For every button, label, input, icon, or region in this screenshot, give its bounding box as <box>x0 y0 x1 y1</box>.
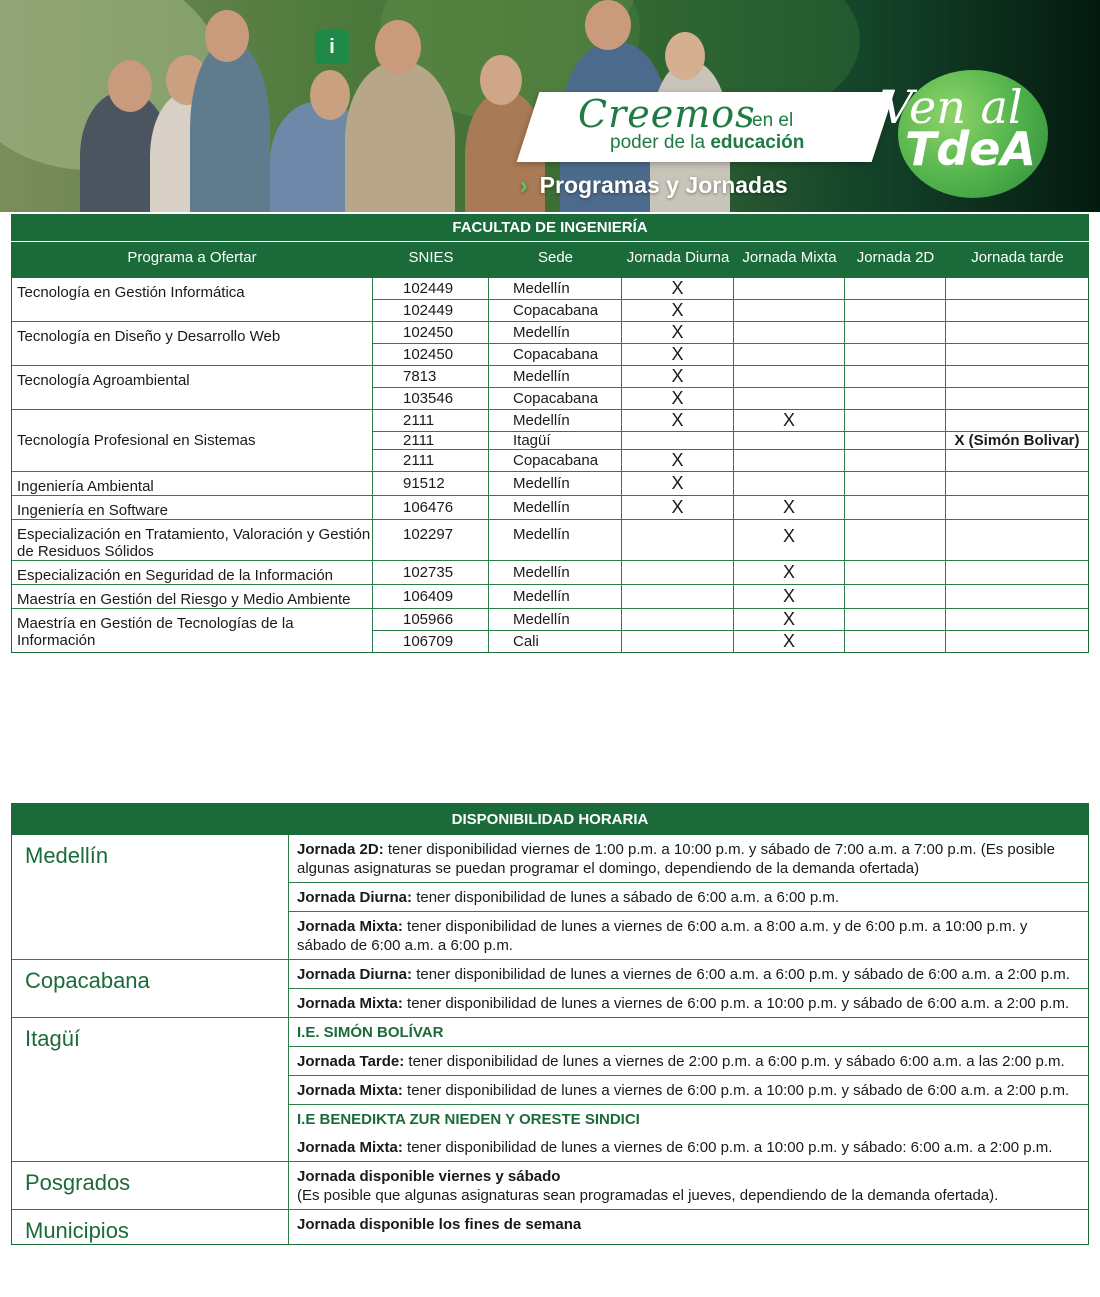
table-row <box>373 496 1088 519</box>
jornada-mixta-cell <box>734 344 845 365</box>
sede-cell: Medellín <box>489 472 622 495</box>
table-row <box>373 322 1088 344</box>
jornada-diurna-cell: X <box>622 410 734 431</box>
jornada-mixta-cell: X <box>734 631 845 652</box>
schedule-text: tener disponibilidad de lunes a viernes de 6:00 a.m. a 6:00 p.m. y sábado de 6:00 a.m. a 2:00 p.m. <box>412 966 1070 983</box>
sede-cell: Copacabana <box>489 300 622 321</box>
jornada-mixta-cell: X <box>734 609 845 630</box>
jornada-tarde-cell <box>946 631 1088 652</box>
person-head <box>375 20 421 74</box>
schedule-line <box>289 883 1088 912</box>
sede-cell: Medellín <box>489 278 622 299</box>
jornada-tarde-cell <box>946 585 1088 608</box>
chevron-right-icon: › <box>520 172 528 198</box>
person-figure <box>190 42 270 212</box>
jornada-mixta-cell <box>734 472 845 495</box>
jornada-tarde-cell <box>946 366 1088 387</box>
program-group <box>12 322 1088 366</box>
program-name: Especialización en Seguridad de la Información <box>12 561 373 584</box>
schedule-label: Jornada Diurna: <box>297 966 413 983</box>
snies-cell: 106409 <box>373 585 489 608</box>
jornada-2d-cell <box>845 388 946 409</box>
table-row <box>373 278 1088 300</box>
program-name: Ingeniería en Software <box>12 496 373 519</box>
table-row <box>373 472 1088 495</box>
slogan-line2 <box>610 132 804 154</box>
col-header-diurna: Jornada Diurna <box>626 249 730 266</box>
programs-table-title: FACULTAD DE INGENIERÍA <box>11 214 1089 242</box>
snies-cell: 2111 <box>373 410 489 431</box>
col-header-tarde: Jornada tarde <box>971 249 1064 266</box>
table-row <box>373 344 1088 365</box>
schedule-city: Municipios <box>12 1210 289 1244</box>
person-head <box>665 32 705 80</box>
sede-cell: Copacabana <box>489 344 622 365</box>
table-row <box>373 520 1088 560</box>
schedule-section <box>12 1210 1088 1244</box>
sede-cell: Cali <box>489 631 622 652</box>
jornada-2d-cell <box>845 366 946 387</box>
jornada-2d-cell <box>845 472 946 495</box>
jornada-2d-cell <box>845 300 946 321</box>
jornada-diurna-cell: X <box>622 322 734 343</box>
sede-cell: Medellín <box>489 410 622 431</box>
schedule-table-body <box>11 835 1089 1245</box>
jornada-diurna-cell <box>622 631 734 652</box>
schedule-table <box>11 803 1089 1245</box>
schedule-label: Jornada Mixta: <box>297 918 403 935</box>
jornada-diurna-cell <box>622 609 734 630</box>
jornada-mixta-cell <box>734 322 845 343</box>
slogan-line2-bold: educación <box>710 132 805 153</box>
jornada-diurna-cell: X <box>622 278 734 299</box>
snies-cell: 102450 <box>373 322 489 343</box>
jornada-tarde-cell: X (Simón Bolivar) <box>954 432 1080 449</box>
jornada-mixta-cell: X <box>734 585 845 608</box>
jornada-2d-cell <box>845 432 946 449</box>
jornada-2d-cell <box>845 322 946 343</box>
snies-cell: 2111 <box>373 432 489 449</box>
section-title <box>520 172 788 199</box>
jornada-mixta-cell <box>734 366 845 387</box>
schedule-line <box>289 912 1088 959</box>
jornada-diurna-cell: X <box>622 344 734 365</box>
jornada-mixta-cell: X <box>734 410 845 431</box>
program-group <box>12 609 1088 652</box>
jornada-2d-cell <box>845 585 946 608</box>
col-header-2d: Jornada 2D <box>856 249 935 266</box>
schedule-table-title: DISPONIBILIDAD HORARIA <box>11 803 1089 835</box>
table-row <box>373 300 1088 321</box>
jornada-2d-cell <box>845 450 946 471</box>
schedule-city: Copacabana <box>12 960 289 1017</box>
program-name: Especialización en Tratamiento, Valoración y Gestión de Residuos Sólidos <box>12 520 373 560</box>
sede-cell: Medellín <box>489 496 622 519</box>
programs-table <box>11 214 1089 653</box>
jornada-tarde-cell <box>946 344 1088 365</box>
schedule-subheading: I.E. SIMÓN BOLÍVAR <box>289 1018 1088 1047</box>
schedule-label: Jornada Tarde: <box>297 1053 405 1070</box>
jornada-mixta-cell <box>734 388 845 409</box>
jornada-tarde-cell <box>946 520 1088 560</box>
jornada-mixta-cell: X <box>734 520 845 560</box>
snies-cell: 102449 <box>373 278 489 299</box>
schedule-text: tener disponibilidad de lunes a viernes de 6:00 p.m. a 10:00 p.m. y sábado de 6:00 a.m. a 2:00 p.m. <box>402 995 1070 1012</box>
snies-cell: 102297 <box>373 520 489 560</box>
schedule-label: Jornada Mixta: <box>297 995 403 1012</box>
schedule-line <box>289 1047 1088 1076</box>
programs-table-header <box>11 242 1089 278</box>
program-group <box>12 278 1088 322</box>
program-group <box>12 496 1088 520</box>
program-group <box>12 561 1088 585</box>
table-row <box>373 410 1088 432</box>
person-head <box>205 10 249 62</box>
schedule-section <box>12 835 1088 960</box>
program-group <box>12 410 1088 472</box>
snies-cell: 105966 <box>373 609 489 630</box>
jornada-mixta-cell <box>734 300 845 321</box>
schedule-text: tener disponibilidad viernes de 1:00 p.m. a 10:00 p.m. y sábado de 7:00 a.m. a 7:00 p.m. (Es posible algunas asignaturas se puedan programar el domingo, dependiendo de la demanda ofertada) <box>297 841 1055 877</box>
snies-cell: 106476 <box>373 496 489 519</box>
schedule-line <box>289 1133 1088 1161</box>
jornada-diurna-cell <box>622 520 734 560</box>
jornada-2d-cell <box>845 609 946 630</box>
jornada-tarde-cell <box>946 609 1088 630</box>
snies-cell: 106709 <box>373 631 489 652</box>
sede-cell: Itagüí <box>489 432 622 449</box>
program-name: Maestría en Gestión del Riesgo y Medio Ambiente <box>12 585 373 608</box>
schedule-line <box>289 1210 1088 1238</box>
jornada-mixta-cell <box>734 278 845 299</box>
schedule-city: Itagüí <box>12 1018 289 1161</box>
jornada-2d-cell <box>845 520 946 560</box>
sede-cell: Medellín <box>489 322 622 343</box>
jornada-2d-cell <box>845 278 946 299</box>
table-row <box>373 388 1088 409</box>
program-group <box>12 366 1088 410</box>
table-row <box>373 432 1088 450</box>
jornada-tarde-cell <box>946 322 1088 343</box>
section-title-text: Programas y Jornadas <box>539 172 788 198</box>
jornada-tarde-cell <box>946 388 1088 409</box>
program-name: Tecnología en Diseño y Desarrollo Web <box>12 322 373 365</box>
jornada-diurna-cell: X <box>622 300 734 321</box>
jornada-diurna-cell: X <box>622 366 734 387</box>
snies-cell: 102449 <box>373 300 489 321</box>
sede-cell: Medellín <box>489 520 622 560</box>
schedule-label: Jornada disponible los fines de semana <box>297 1216 582 1233</box>
programs-table-body <box>11 278 1089 653</box>
slogan <box>566 92 866 162</box>
table-row <box>373 631 1088 652</box>
schedule-text: tener disponibilidad de lunes a viernes de 6:00 p.m. a 10:00 p.m. y sábado de 6:00 a.m. a 2:00 p.m. <box>402 1082 1070 1099</box>
jornada-mixta-cell <box>734 450 845 471</box>
person-head <box>108 60 152 112</box>
logo-name: TdeA <box>905 122 1037 176</box>
sede-cell: Copacabana <box>489 450 622 471</box>
jornada-diurna-cell: X <box>622 450 734 471</box>
slogan-script: Creemos <box>578 92 756 136</box>
table-row <box>373 366 1088 388</box>
person-head <box>585 0 631 50</box>
schedule-text: tener disponibilidad de lunes a viernes de 6:00 a.m. a 8:00 a.m. y de 6:00 p.m. a 10:00 p.m. y sábado de 6:00 a.m. a 6:00 p.m. <box>297 918 1028 954</box>
jornada-diurna-cell <box>622 561 734 584</box>
sede-cell: Medellín <box>489 366 622 387</box>
snies-cell: 7813 <box>373 366 489 387</box>
slogan-line2-prefix: poder de la <box>610 132 711 153</box>
snies-cell: 2111 <box>373 450 489 471</box>
table-row <box>373 450 1088 471</box>
logo-ven: Ven al <box>880 80 1023 134</box>
jornada-mixta-cell: X <box>734 561 845 584</box>
jornada-mixta-cell: X <box>734 496 845 519</box>
jornada-tarde-cell <box>946 410 1088 431</box>
table-row <box>373 585 1088 608</box>
jornada-2d-cell <box>845 561 946 584</box>
jornada-diurna-cell <box>622 585 734 608</box>
jornada-tarde-cell <box>946 300 1088 321</box>
slogan-small: en el <box>752 110 794 131</box>
schedule-city: Medellín <box>12 835 289 959</box>
table-row <box>373 561 1088 584</box>
schedule-section <box>12 960 1088 1018</box>
schedule-label: Jornada Mixta: <box>297 1139 403 1156</box>
person-head <box>310 70 350 120</box>
sede-cell: Medellín <box>489 609 622 630</box>
schedule-text: (Es posible que algunas asignaturas sean programadas el jueves, dependiendo de la demanda ofertada). <box>297 1187 999 1204</box>
jornada-diurna-cell: X <box>622 388 734 409</box>
jornada-2d-cell <box>845 496 946 519</box>
jornada-2d-cell <box>845 631 946 652</box>
jornada-mixta-cell <box>734 432 845 449</box>
jornada-2d-cell <box>845 344 946 365</box>
schedule-line <box>289 1162 1088 1209</box>
col-header-program: Programa a Ofertar <box>127 249 257 266</box>
jornada-tarde-cell <box>946 450 1088 471</box>
schedule-line <box>289 960 1088 989</box>
schedule-label: Jornada 2D: <box>297 841 384 858</box>
table-row <box>373 609 1088 631</box>
snies-cell: 102735 <box>373 561 489 584</box>
schedule-label: Jornada disponible viernes y sábado <box>297 1168 561 1185</box>
jornada-tarde-cell <box>946 561 1088 584</box>
schedule-line <box>289 1076 1088 1105</box>
schedule-label: Jornada Diurna: <box>297 889 413 906</box>
col-header-mixta: Jornada Mixta <box>742 249 837 266</box>
schedule-label: Jornada Mixta: <box>297 1082 403 1099</box>
schedule-section <box>12 1162 1088 1210</box>
program-name: Maestría en Gestión de Tecnologías de la Información <box>12 609 373 652</box>
jornada-tarde-cell <box>946 472 1088 495</box>
snies-cell: 91512 <box>373 472 489 495</box>
schedule-text: tener disponibilidad de lunes a viernes de 6:00 p.m. a 10:00 p.m. y sábado: 6:00 a.m. a 2:00 p.m. <box>402 1139 1053 1156</box>
schedule-section <box>12 1018 1088 1162</box>
jornada-diurna-cell <box>622 432 734 449</box>
snies-cell: 103546 <box>373 388 489 409</box>
sede-cell: Medellín <box>489 561 622 584</box>
jornada-tarde-cell <box>946 496 1088 519</box>
schedule-line <box>289 989 1088 1017</box>
sede-cell: Copacabana <box>489 388 622 409</box>
jornada-2d-cell <box>845 410 946 431</box>
person-figure <box>345 62 455 212</box>
jornada-tarde-cell <box>946 278 1088 299</box>
jornada-diurna-cell: X <box>622 496 734 519</box>
col-header-sede: Sede <box>537 249 574 266</box>
program-name: Tecnología Agroambiental <box>12 366 373 409</box>
program-group <box>12 520 1088 561</box>
jornada-diurna-cell: X <box>622 472 734 495</box>
schedule-city: Posgrados <box>12 1162 289 1209</box>
schedule-subheading: I.E BENEDIKTA ZUR NIEDEN Y ORESTE SINDICI <box>297 1111 640 1128</box>
hero-banner <box>0 0 1100 212</box>
person-head <box>480 55 522 105</box>
schedule-line <box>289 835 1088 883</box>
col-header-snies: SNIES <box>408 249 454 266</box>
program-name: Tecnología en Gestión Informática <box>12 278 373 321</box>
program-group <box>12 585 1088 609</box>
program-name: Tecnología Profesional en Sistemas <box>12 410 373 471</box>
program-group <box>12 472 1088 496</box>
snies-cell: 102450 <box>373 344 489 365</box>
schedule-text: tener disponibilidad de lunes a sábado de 6:00 a.m. a 6:00 p.m. <box>412 889 839 906</box>
info-icon: i <box>315 30 349 64</box>
sede-cell: Medellín <box>489 585 622 608</box>
program-name: Ingeniería Ambiental <box>12 472 373 495</box>
schedule-text: tener disponibilidad de lunes a viernes de 2:00 p.m. a 6:00 p.m. y sábado 6:00 a.m. a las 2:00 p.m. <box>404 1053 1065 1070</box>
